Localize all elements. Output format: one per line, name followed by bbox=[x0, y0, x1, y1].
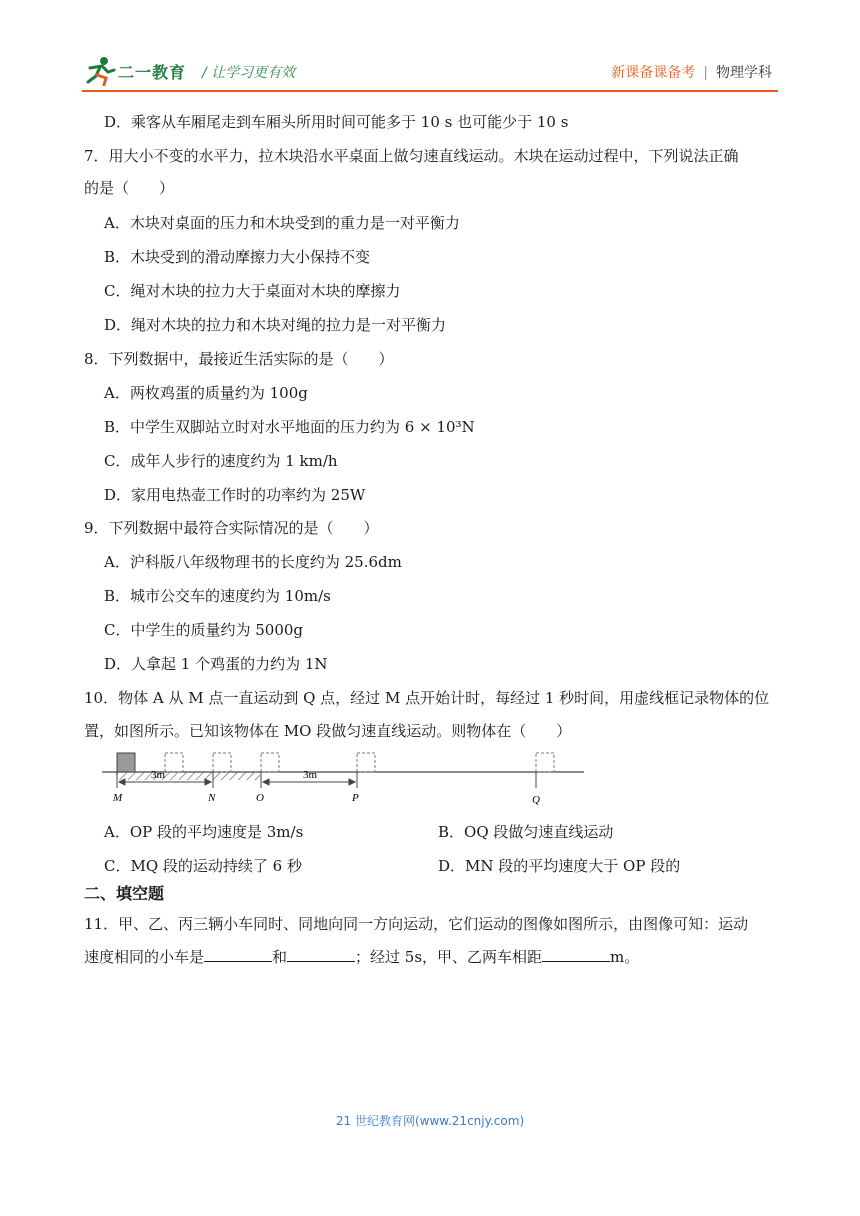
q8-option-b: B．中学生双脚站立时对水平地面的压力约为 6 × 10³N bbox=[104, 418, 475, 436]
answer-blank-2[interactable] bbox=[287, 947, 355, 962]
exam-label: 新课备课备考 bbox=[611, 65, 696, 81]
rough-surface bbox=[116, 772, 260, 780]
length-label-mn: 3m bbox=[150, 769, 166, 781]
q7-option-c: C．绳对木块的拉力大于桌面对木块的摩擦力 bbox=[104, 282, 401, 300]
brand-logo bbox=[82, 56, 192, 92]
q9-option-b: B．城市公交车的速度约为 10m/s bbox=[104, 587, 331, 605]
position-box-4 bbox=[357, 753, 375, 772]
runner-icon bbox=[82, 56, 116, 86]
header-separator: | bbox=[703, 65, 708, 81]
point-label-p: P bbox=[352, 792, 359, 804]
q9-option-c: C．中学生的质量约为 5000g bbox=[104, 621, 304, 639]
q10-option-b: B．OQ 段做匀速直线运动 bbox=[438, 823, 614, 841]
q10-stem-line2: 置，如图所示。已知该物体在 MO 段做匀速直线运动。则物体在（ ） bbox=[84, 722, 572, 740]
q9-stem: 9．下列数据中最符合实际情况的是（ ） bbox=[84, 519, 379, 537]
point-label-o: O bbox=[256, 792, 264, 804]
point-label-m: M bbox=[113, 792, 123, 804]
point-label-n: N bbox=[208, 792, 216, 804]
answer-blank-3[interactable] bbox=[542, 947, 610, 962]
q11-text-c: ；经过 5s，甲、乙两车相距 bbox=[355, 948, 543, 966]
q11-text-d: m。 bbox=[610, 948, 640, 966]
point-label-q: Q bbox=[532, 794, 540, 806]
answer-blank-1[interactable] bbox=[204, 947, 272, 962]
object-block bbox=[117, 753, 135, 772]
q9-option-d: D．人拿起 1 个鸡蛋的力约为 1N bbox=[104, 655, 328, 673]
q6-option-d: D．乘客从车厢尾走到车厢头所用时间可能多于 10 s 也可能少于 10 s bbox=[104, 113, 569, 131]
q8-option-c: C．成年人步行的速度约为 1 km/h bbox=[104, 452, 338, 470]
q10-stem-line1: 10．物体 A 从 M 点一直运动到 Q 点，经过 M 点开始计时，每经过 1 秒时间，用虚线框记录物体的位 bbox=[84, 689, 770, 707]
q7-stem-line1: 7．用大小不变的水平力，拉木块沿水平桌面上做匀速直线运动。木块在运动过程中，下列说法正确 bbox=[84, 147, 739, 165]
q11-stem-line2 bbox=[84, 947, 639, 967]
q10-option-a: A．OP 段的平均速度是 3m/s bbox=[104, 823, 304, 841]
q7-option-d: D．绳对木块的拉力和木块对绳的拉力是一对平衡力 bbox=[104, 316, 447, 334]
q11-stem-line1: 11．甲、乙、丙三辆小车同时、同地向同一方向运动，它们运动的图像如图所示，由图像可知：运动 bbox=[84, 915, 749, 933]
q8-stem: 8．下列数据中，最接近生活实际的是（ ） bbox=[84, 350, 394, 368]
motion-diagram bbox=[100, 748, 590, 814]
position-box-1 bbox=[165, 753, 183, 772]
position-box-2 bbox=[213, 753, 231, 772]
motion-diagram-svg bbox=[100, 748, 590, 810]
logo-text: 二一教育 bbox=[118, 63, 187, 82]
subject-label: 物理学科 bbox=[716, 65, 772, 81]
slogan: / 让学习更有效 bbox=[202, 65, 296, 81]
q7-option-b: B．木块受到的滑动摩擦力大小保持不变 bbox=[104, 248, 371, 266]
header-right bbox=[611, 62, 772, 82]
length-label-op: 3m bbox=[302, 769, 318, 781]
q11-text-b: 和 bbox=[272, 948, 288, 966]
q7-stem-line2: 的是（ ） bbox=[84, 179, 175, 197]
position-box-3 bbox=[261, 753, 279, 772]
q8-option-d: D．家用电热壶工作时的功率约为 25W bbox=[104, 486, 366, 504]
q8-option-a: A．两枚鸡蛋的质量约为 100g bbox=[104, 384, 308, 402]
section-title-fill-in: 二、填空题 bbox=[84, 884, 165, 903]
q10-option-d: D．MN 段的平均速度大于 OP 段的 bbox=[438, 857, 681, 875]
q7-option-a: A．木块对桌面的压力和木块受到的重力是一对平衡力 bbox=[104, 214, 460, 232]
page-footer: 21 世纪教育网(www.21cnjy.com) bbox=[335, 1114, 525, 1128]
page-header bbox=[0, 0, 860, 100]
q9-option-a: A．沪科版八年级物理书的长度约为 25.6dm bbox=[104, 553, 402, 571]
q10-option-c: C．MQ 段的运动持续了 6 秒 bbox=[104, 857, 302, 875]
position-box-5 bbox=[536, 753, 554, 772]
header-divider bbox=[82, 90, 778, 92]
q11-text-a: 速度相同的小车是 bbox=[84, 948, 205, 966]
